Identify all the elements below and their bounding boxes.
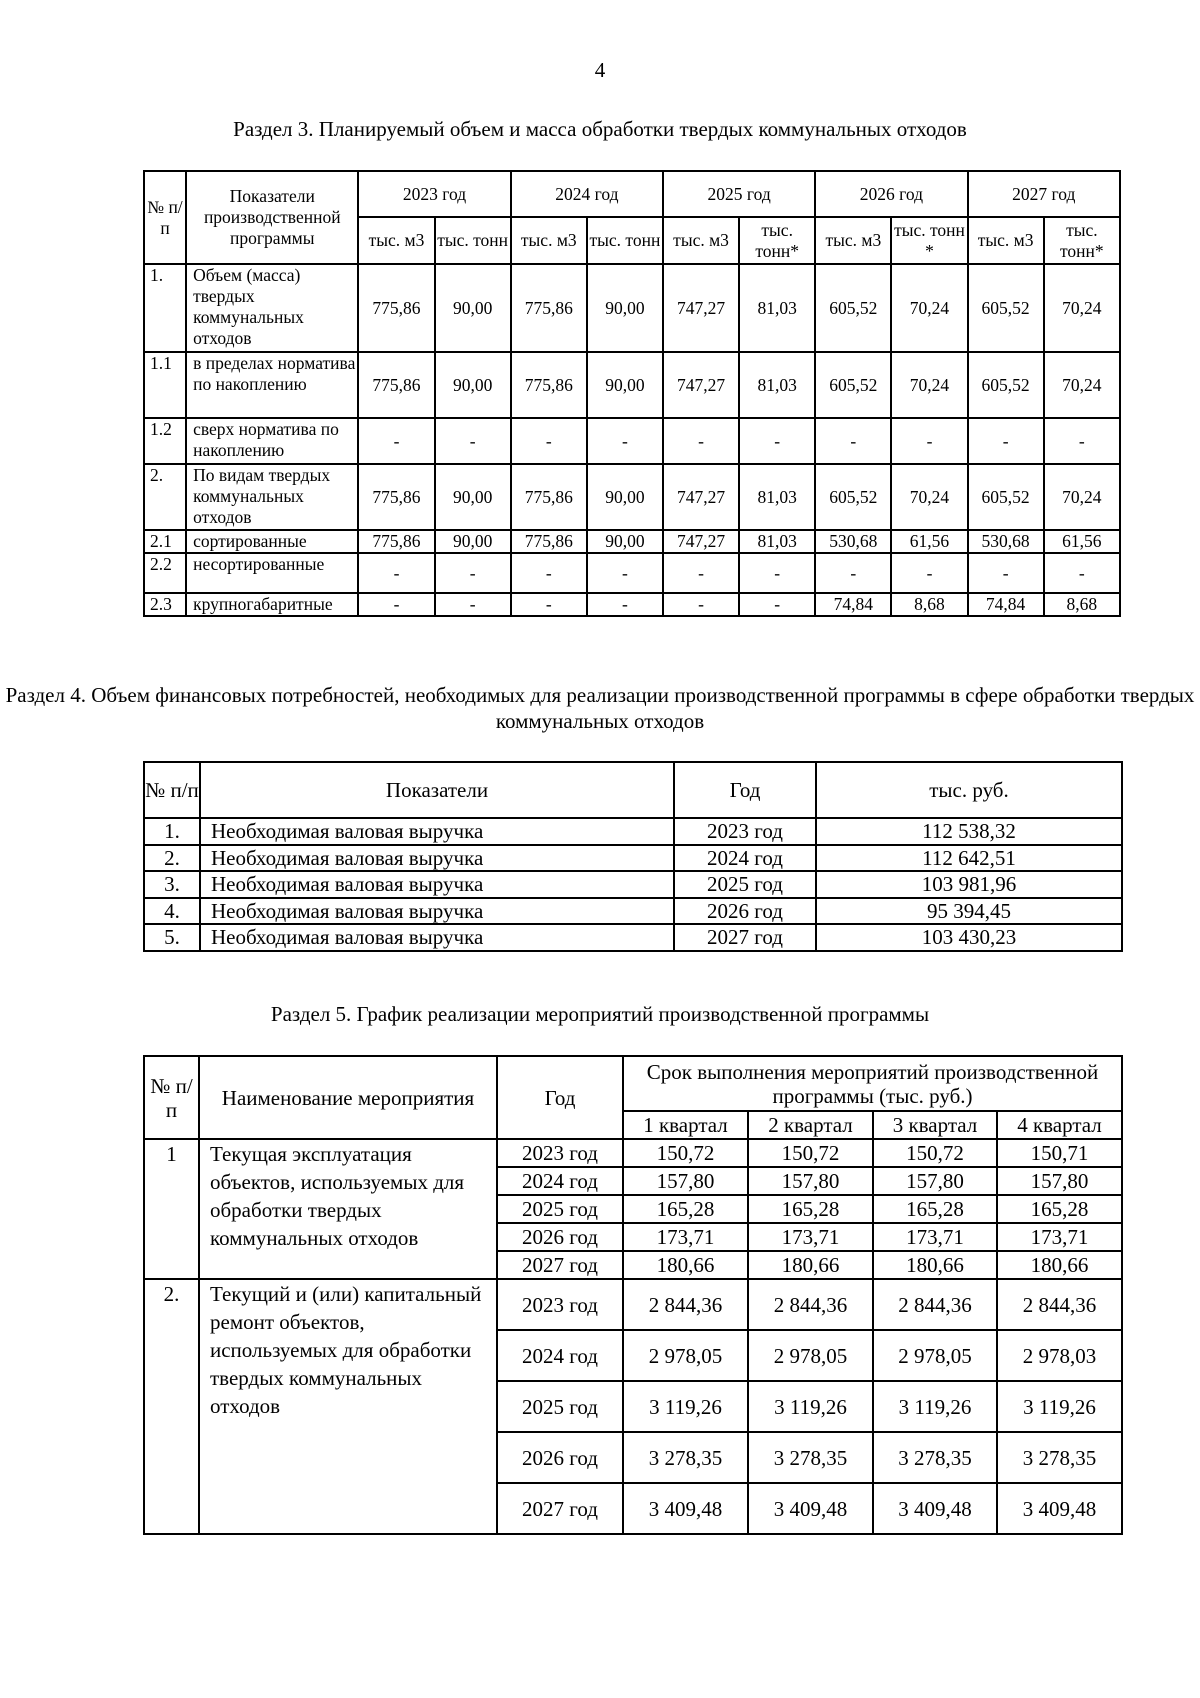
s3-row-name: Объем (масса) твердых коммунальных отходов [186, 264, 358, 352]
s3-cell: 70,24 [1044, 464, 1120, 530]
s4-row-sum: 112 642,51 [816, 845, 1122, 872]
s4-row [144, 871, 1122, 898]
s3-row-no: 2.2 [144, 553, 186, 593]
s3-row [144, 553, 1120, 593]
s5-cell: 2 978,05 [873, 1330, 997, 1381]
s3-cell: 74,84 [968, 593, 1044, 616]
section4-title: Раздел 4. Объем финансовых потребностей, необходимых для реализации производственной программы в сфере обработки твердых коммунальных отходов [5, 683, 1195, 733]
s4-row-no: 2. [144, 845, 200, 872]
s4-row [144, 818, 1122, 845]
s3-cell: - [435, 553, 511, 593]
s3-unit-header: тыс. м3 [815, 217, 891, 264]
s3-row-no: 1.1 [144, 352, 186, 418]
s3-cell: 81,03 [739, 352, 815, 418]
s3-cell: 81,03 [739, 264, 815, 352]
s5-cell: 3 278,35 [873, 1432, 997, 1483]
s5-header-term: Срок выполнения мероприятий производственной программы (тыс. руб.) [623, 1056, 1122, 1111]
section3-title: Раздел 3. Планируемый объем и масса обработки твердых коммунальных отходов [233, 117, 967, 141]
s3-cell: - [663, 593, 739, 616]
s3-cell: 775,86 [358, 464, 434, 530]
s5-row-year: 2023 год [497, 1279, 623, 1330]
s5-cell: 180,66 [997, 1251, 1122, 1279]
s5-cell: 2 844,36 [873, 1279, 997, 1330]
s4-row-sum: 103 981,96 [816, 871, 1122, 898]
s5-row-year: 2023 год [497, 1139, 623, 1167]
s5-cell: 3 278,35 [623, 1432, 748, 1483]
s4-row [144, 845, 1122, 872]
s3-cell: - [968, 418, 1044, 464]
s3-row-name: сверх норматива по накоплению [186, 418, 358, 464]
s3-year-header: 2025 год [663, 171, 815, 217]
s3-cell: 61,56 [891, 530, 967, 553]
s5-cell: 180,66 [623, 1251, 748, 1279]
section5-title: Раздел 5. График реализации мероприятий производственной программы [270, 1002, 930, 1026]
s5-cell: 3 409,48 [623, 1483, 748, 1534]
s5-quarter-header: 4 квартал [997, 1111, 1122, 1139]
s3-row [144, 264, 1120, 352]
s3-cell: 90,00 [587, 530, 663, 553]
s3-cell: 90,00 [435, 264, 511, 352]
s5-header-no: № п/п [144, 1056, 199, 1139]
s3-cell: 530,68 [815, 530, 891, 553]
s3-cell: 747,27 [663, 530, 739, 553]
s3-unit-header: тыс. тонн [587, 217, 663, 264]
s3-year-header: 2024 год [511, 171, 663, 217]
s3-unit-header: тыс. м3 [511, 217, 587, 264]
s4-row-no: 4. [144, 898, 200, 925]
s3-row [144, 418, 1120, 464]
s5-cell: 157,80 [873, 1167, 997, 1195]
s4-row-sum: 103 430,23 [816, 924, 1122, 951]
s3-cell: 605,52 [815, 352, 891, 418]
s3-row [144, 352, 1120, 418]
s3-cell: - [511, 418, 587, 464]
s5-cell: 157,80 [997, 1167, 1122, 1195]
s3-row-no: 2.3 [144, 593, 186, 616]
s4-row-name: Необходимая валовая выручка [200, 818, 674, 845]
s3-cell: - [739, 593, 815, 616]
s3-cell: 70,24 [891, 352, 967, 418]
s5-cell: 180,66 [748, 1251, 873, 1279]
section4-table [143, 761, 1123, 952]
s3-cell: - [587, 593, 663, 616]
s3-cell: 605,52 [968, 264, 1044, 352]
s3-year-header: 2027 год [968, 171, 1120, 217]
s5-row [144, 1279, 1122, 1330]
s3-cell: 605,52 [815, 264, 891, 352]
s3-cell: - [739, 418, 815, 464]
s4-header-indicators: Показатели [200, 762, 674, 818]
s3-cell: 70,24 [1044, 352, 1120, 418]
s5-row-year: 2026 год [497, 1223, 623, 1251]
section3-table [143, 170, 1121, 617]
s3-cell: - [511, 593, 587, 616]
s3-unit-header: тыс. тонн [435, 217, 511, 264]
s3-cell: 775,86 [511, 464, 587, 530]
s3-cell: 74,84 [815, 593, 891, 616]
s3-cell: - [587, 553, 663, 593]
s5-cell: 2 844,36 [997, 1279, 1122, 1330]
s3-cell: - [739, 553, 815, 593]
s4-row-no: 3. [144, 871, 200, 898]
s3-cell: 8,68 [891, 593, 967, 616]
s4-row-year: 2026 год [674, 898, 816, 925]
s5-header-name: Наименование мероприятия [199, 1056, 497, 1139]
s3-cell: 775,86 [511, 264, 587, 352]
s3-cell: - [511, 553, 587, 593]
s5-group-name: Текущий и (или) капитальный ремонт объектов, используемых для обработки твердых коммунальных отходов [199, 1279, 497, 1534]
s3-cell: - [1044, 418, 1120, 464]
s4-row [144, 924, 1122, 951]
s5-cell: 3 409,48 [873, 1483, 997, 1534]
s3-cell: 90,00 [587, 464, 663, 530]
s5-cell: 173,71 [873, 1223, 997, 1251]
s3-cell: 605,52 [815, 464, 891, 530]
s5-row [144, 1139, 1122, 1167]
s5-cell: 157,80 [748, 1167, 873, 1195]
s4-row [144, 898, 1122, 925]
s3-header-no: № п/п [144, 171, 186, 264]
s3-row [144, 593, 1120, 616]
s5-row-year: 2027 год [497, 1251, 623, 1279]
s5-group-name: Текущая эксплуатация объектов, используемых для обработки твердых коммунальных отходов [199, 1139, 497, 1279]
s5-cell: 2 978,05 [623, 1330, 748, 1381]
s3-unit-header: тыс. тонн* [739, 217, 815, 264]
s4-row-name: Необходимая валовая выручка [200, 898, 674, 925]
s3-cell: 747,27 [663, 352, 739, 418]
s3-cell: - [1044, 553, 1120, 593]
s3-row-no: 1. [144, 264, 186, 352]
s5-cell: 3 119,26 [748, 1381, 873, 1432]
s3-cell: 61,56 [1044, 530, 1120, 553]
s5-cell: 180,66 [873, 1251, 997, 1279]
s3-cell: - [587, 418, 663, 464]
s3-row-name: в пределах норматива по накоплению [186, 352, 358, 418]
s5-quarter-header: 3 квартал [873, 1111, 997, 1139]
s3-cell: 775,86 [358, 264, 434, 352]
s3-row-name: По видам твердых коммунальных отходов [186, 464, 358, 530]
s5-cell: 150,72 [748, 1139, 873, 1167]
s3-cell: 775,86 [511, 352, 587, 418]
s3-cell: - [663, 553, 739, 593]
s4-row-year: 2027 год [674, 924, 816, 951]
s3-cell: - [891, 553, 967, 593]
s4-header-sum: тыс. руб. [816, 762, 1122, 818]
s5-row-year: 2025 год [497, 1195, 623, 1223]
s5-cell: 3 409,48 [748, 1483, 873, 1534]
s4-row-name: Необходимая валовая выручка [200, 871, 674, 898]
s5-cell: 150,72 [873, 1139, 997, 1167]
s5-cell: 173,71 [623, 1223, 748, 1251]
s3-row-no: 1.2 [144, 418, 186, 464]
s3-cell: 8,68 [1044, 593, 1120, 616]
s5-cell: 165,28 [997, 1195, 1122, 1223]
s4-row-no: 5. [144, 924, 200, 951]
s5-quarter-header: 1 квартал [623, 1111, 748, 1139]
s3-cell: - [815, 553, 891, 593]
s3-cell: 70,24 [891, 264, 967, 352]
s5-cell: 2 844,36 [623, 1279, 748, 1330]
s3-cell: 747,27 [663, 264, 739, 352]
s4-row-year: 2025 год [674, 871, 816, 898]
s3-unit-header: тыс. м3 [663, 217, 739, 264]
s3-cell: 70,24 [1044, 264, 1120, 352]
s3-cell: 775,86 [358, 530, 434, 553]
s3-row-no: 2.1 [144, 530, 186, 553]
s3-cell: - [968, 553, 1044, 593]
s5-cell: 3 119,26 [997, 1381, 1122, 1432]
s4-row-year: 2023 год [674, 818, 816, 845]
s5-cell: 173,71 [748, 1223, 873, 1251]
s3-cell: 605,52 [968, 352, 1044, 418]
s3-year-header: 2023 год [358, 171, 510, 217]
s3-cell: 90,00 [435, 530, 511, 553]
s4-row-no: 1. [144, 818, 200, 845]
s5-cell: 165,28 [873, 1195, 997, 1223]
s3-cell: 81,03 [739, 530, 815, 553]
s4-row-sum: 95 394,45 [816, 898, 1122, 925]
page-number: 4 [594, 58, 606, 82]
s3-unit-header: тыс. тонн * [891, 217, 967, 264]
s3-cell: - [815, 418, 891, 464]
s5-cell: 2 978,03 [997, 1330, 1122, 1381]
s3-row-name: несортированные [186, 553, 358, 593]
s5-cell: 157,80 [623, 1167, 748, 1195]
s5-cell: 165,28 [748, 1195, 873, 1223]
s5-header-year: Год [497, 1056, 623, 1139]
s3-cell: 90,00 [587, 264, 663, 352]
s3-row-name: сортированные [186, 530, 358, 553]
s4-header-no: № п/п [144, 762, 200, 818]
s5-cell: 150,71 [997, 1139, 1122, 1167]
s3-cell: - [435, 418, 511, 464]
s3-cell: 70,24 [891, 464, 967, 530]
s5-quarter-header: 2 квартал [748, 1111, 873, 1139]
s5-group-no: 1 [144, 1139, 199, 1279]
s5-cell: 2 844,36 [748, 1279, 873, 1330]
s3-cell: 775,86 [511, 530, 587, 553]
s5-cell: 165,28 [623, 1195, 748, 1223]
s3-cell: 90,00 [435, 352, 511, 418]
s3-header-indicators: Показатели производственной программы [186, 171, 358, 264]
s3-cell: 90,00 [587, 352, 663, 418]
s4-row-name: Необходимая валовая выручка [200, 845, 674, 872]
s5-cell: 3 409,48 [997, 1483, 1122, 1534]
s5-group-no: 2. [144, 1279, 199, 1534]
s4-row-name: Необходимая валовая выручка [200, 924, 674, 951]
s5-cell: 173,71 [997, 1223, 1122, 1251]
s3-cell: - [358, 553, 434, 593]
s5-row-year: 2027 год [497, 1483, 623, 1534]
s5-cell: 2 978,05 [748, 1330, 873, 1381]
s3-cell: 530,68 [968, 530, 1044, 553]
s3-cell: 81,03 [739, 464, 815, 530]
s3-cell: 747,27 [663, 464, 739, 530]
s3-cell: - [663, 418, 739, 464]
s4-header-year: Год [674, 762, 816, 818]
s3-cell: - [891, 418, 967, 464]
s3-row-no: 2. [144, 464, 186, 530]
s3-unit-header: тыс. м3 [968, 217, 1044, 264]
s4-row-year: 2024 год [674, 845, 816, 872]
s5-row-year: 2025 год [497, 1381, 623, 1432]
s3-cell: 775,86 [358, 352, 434, 418]
s3-cell: - [435, 593, 511, 616]
s5-row-year: 2024 год [497, 1167, 623, 1195]
s3-unit-header: тыс. тонн* [1044, 217, 1120, 264]
s3-cell: 90,00 [435, 464, 511, 530]
s5-cell: 150,72 [623, 1139, 748, 1167]
s5-cell: 3 119,26 [623, 1381, 748, 1432]
s5-cell: 3 278,35 [997, 1432, 1122, 1483]
s3-row-name: крупногабаритные [186, 593, 358, 616]
s3-row [144, 464, 1120, 530]
s5-cell: 3 278,35 [748, 1432, 873, 1483]
s5-row-year: 2024 год [497, 1330, 623, 1381]
s3-cell: - [358, 593, 434, 616]
s5-cell: 3 119,26 [873, 1381, 997, 1432]
s3-cell: 605,52 [968, 464, 1044, 530]
section5-table [143, 1055, 1123, 1535]
s4-row-sum: 112 538,32 [816, 818, 1122, 845]
s3-row [144, 530, 1120, 553]
s5-row-year: 2026 год [497, 1432, 623, 1483]
s3-cell: - [358, 418, 434, 464]
s3-unit-header: тыс. м3 [358, 217, 434, 264]
s3-year-header: 2026 год [815, 171, 967, 217]
